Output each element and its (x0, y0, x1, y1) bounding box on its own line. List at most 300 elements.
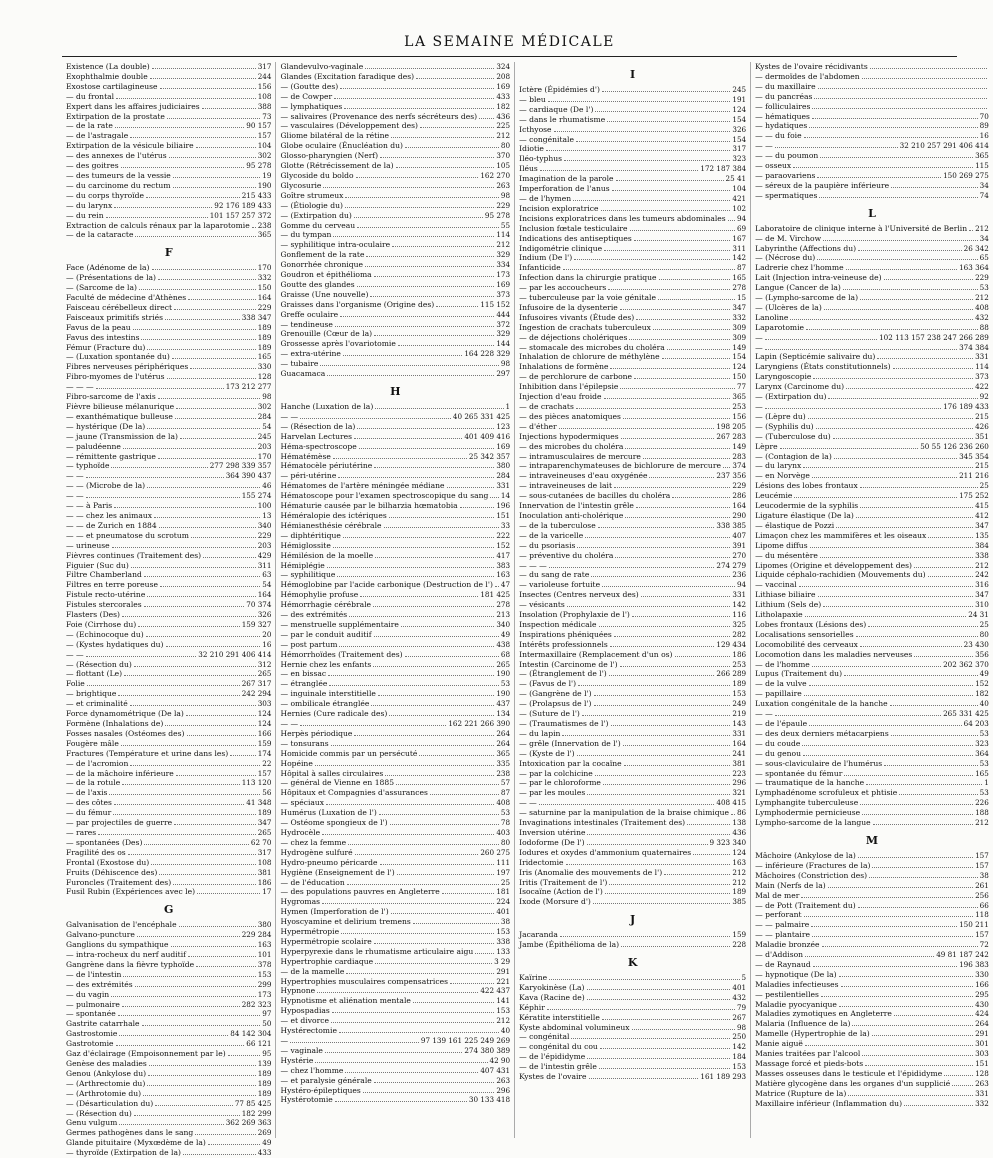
index-entry (755, 521, 989, 531)
leader-dots (160, 82, 256, 89)
entry-pages: 202 362 370 (943, 659, 989, 669)
index-entry (280, 131, 510, 141)
entry-pages: 24 31 (968, 610, 989, 620)
index-entry (755, 382, 989, 392)
index-entry (755, 224, 989, 234)
index-entry (66, 1039, 271, 1049)
entry-pages: 72 (979, 940, 989, 950)
entry-term: — de Raynaud (755, 959, 811, 969)
entry-term: — — (280, 411, 299, 421)
index-entry (280, 729, 510, 739)
leader-dots (147, 1079, 255, 1086)
index-entry (755, 990, 989, 1000)
index-entry (755, 273, 989, 283)
entry-term: Icthyose (519, 124, 552, 134)
index-entry (280, 422, 510, 432)
leader-dots (363, 1086, 495, 1093)
leader-dots (392, 240, 494, 247)
entry-pages: 261 (975, 880, 989, 890)
index-entry (519, 174, 746, 184)
entry-term: Malaria (Influence de la) (755, 1019, 851, 1029)
index-entry (755, 82, 989, 92)
entry-term: — du pancréas (755, 91, 813, 101)
index-entry (755, 333, 989, 343)
index-entry (755, 660, 989, 670)
entry-pages: 20 (262, 629, 272, 639)
entry-term: Inhalation de chlorure de méthylène (519, 352, 660, 362)
entry-pages: 161 189 293 (700, 1072, 747, 1082)
index-entry (66, 372, 271, 382)
entry-pages: 215 433 (241, 190, 272, 200)
entry-term: — par le chloroforme (519, 778, 601, 788)
entry-pages: 225 (496, 121, 511, 131)
entry-term: — d'Addison (755, 950, 804, 960)
index-entry (755, 769, 989, 779)
entry-term: Leucodermie de la syphilis (755, 501, 859, 511)
entry-pages: 299 (257, 979, 272, 989)
entry-pages: 150 269 275 (943, 170, 989, 180)
leader-dots (133, 323, 256, 330)
index-entry (755, 940, 989, 950)
leader-dots (860, 501, 973, 508)
entry-term: — du frontal (66, 91, 115, 101)
index-entry (519, 283, 746, 293)
entry-term: — sous-cutanées de bacilles du choléra (519, 491, 671, 501)
leader-dots (142, 1019, 261, 1026)
index-entry (755, 244, 989, 254)
entry-term: Gliome bilatéral de la rétine (280, 131, 389, 141)
entry-pages: 138 (732, 818, 747, 828)
entry-pages: 245 (257, 431, 272, 441)
entry-pages: 263 (496, 1075, 511, 1085)
entry-term: Lapin (Septicémie salivaire du) (755, 352, 876, 362)
leader-dots (810, 541, 974, 548)
entry-pages: 53 (979, 758, 989, 768)
leader-dots (196, 960, 256, 967)
leader-dots (380, 151, 494, 158)
index-entry (755, 970, 989, 980)
index-entry (280, 1016, 510, 1026)
index-entry (280, 570, 510, 580)
index-entry (280, 907, 510, 917)
entry-term: Globe oculaire (Énucléation du) (280, 141, 403, 151)
index-entry (755, 131, 989, 141)
index-entry (519, 442, 746, 452)
entry-term: Jacaranda (519, 930, 558, 940)
index-entry (66, 1069, 271, 1079)
entry-term: — des annexes de l'utérus (66, 151, 167, 161)
index-entry (280, 788, 510, 798)
index-entry (66, 211, 271, 221)
entry-pages: 260 275 (480, 847, 511, 857)
leader-dots (636, 313, 730, 320)
index-entry (519, 303, 746, 313)
entry-pages: 330 (257, 362, 272, 372)
entry-term: Lupus (Traitement du) (755, 669, 843, 679)
leader-dots (667, 343, 731, 350)
leader-dots (173, 878, 256, 885)
leader-dots (576, 135, 730, 142)
index-entry (519, 253, 746, 263)
entry-pages: 13 (262, 510, 272, 520)
entry-pages: 170 (257, 451, 272, 461)
leader-dots (587, 1052, 730, 1059)
entry-term: — (Résection du) (66, 659, 132, 669)
leader-dots (546, 144, 730, 151)
index-entry (755, 630, 989, 640)
index-entry (280, 270, 510, 280)
entry-pages: 157 (975, 850, 989, 860)
index-entry (66, 112, 271, 122)
entry-pages: 223 (732, 768, 747, 778)
index-entry (519, 382, 746, 392)
entry-term: — par les moules (519, 788, 586, 798)
index-entry (280, 320, 510, 330)
entry-pages: 338 347 (241, 312, 272, 322)
leader-dots (893, 362, 974, 369)
entry-term: Iodoforme (De l') (519, 837, 585, 847)
index-entry (519, 650, 746, 660)
entry-pages: 229 (732, 481, 747, 491)
index-entry (755, 679, 989, 689)
entry-term: Hanche (Luxation de la) (280, 402, 374, 411)
index-entry (66, 1148, 271, 1158)
leader-dots (135, 230, 255, 237)
index-entry (519, 551, 746, 561)
entry-term: — traumatique de la hanche (755, 778, 865, 788)
leader-dots (186, 709, 256, 716)
leader-dots (587, 983, 731, 990)
entry-term: Ixode (Morsure d') (519, 897, 591, 907)
entry-term: — (Résection de la) (280, 421, 356, 431)
entry-pages: 380 (496, 461, 511, 471)
index-entry (66, 679, 271, 689)
leader-dots (914, 561, 973, 568)
entry-pages: 26 342 (963, 243, 989, 253)
index-columns (62, 62, 989, 1158)
leader-dots (322, 897, 494, 904)
index-entry (519, 125, 746, 135)
entry-pages: 74 (979, 190, 989, 200)
index-entry (519, 115, 746, 125)
leader-dots (563, 263, 735, 270)
entry-term: Greffe oculaire (280, 309, 339, 319)
entry-term: — du rein (66, 210, 104, 220)
leader-dots (723, 461, 730, 468)
index-entry (66, 303, 271, 313)
leader-dots (159, 521, 256, 528)
entry-term: Maladies infectieuses (755, 979, 839, 989)
index-entry (66, 273, 271, 283)
leader-dots (812, 102, 986, 109)
index-entry (519, 561, 746, 571)
entry-term: Idiotie (519, 144, 544, 154)
index-column (750, 62, 993, 1138)
leader-dots (134, 1109, 240, 1116)
entry-pages: 182 (975, 689, 989, 699)
entry-pages: 365 (257, 230, 272, 240)
entry-term: — (Prolapsus de l') (519, 699, 592, 709)
entry-pages: 378 (257, 959, 272, 969)
entry-pages: 242 294 (241, 689, 272, 699)
entry-pages: 221 (496, 976, 511, 986)
leader-dots (693, 848, 730, 855)
section-letter: F (164, 246, 173, 260)
index-entry (280, 739, 510, 749)
leader-dots (804, 689, 973, 696)
entry-pages: 302 (257, 151, 272, 161)
index-entry (66, 392, 271, 402)
entry-term: Goître strumeux (280, 190, 344, 200)
index-entry (66, 650, 271, 660)
leader-dots (113, 808, 256, 815)
leader-dots (865, 1059, 973, 1066)
leader-dots (337, 570, 494, 577)
entry-term: Harvelan Lectures (280, 431, 353, 441)
leader-dots (765, 333, 877, 340)
index-entry (66, 382, 271, 392)
entry-pages: 164 228 329 (464, 349, 511, 359)
leader-dots (356, 171, 479, 178)
index-entry (755, 798, 989, 808)
entry-pages: 309 (732, 332, 747, 342)
entry-pages: 316 (975, 580, 989, 590)
entry-pages: 172 187 384 (700, 164, 747, 174)
index-entry (755, 950, 989, 960)
entry-pages: 403 (496, 827, 511, 837)
entry-term: Inversion utérine (519, 827, 586, 837)
entry-pages: 115 (975, 161, 989, 171)
leader-dots (858, 851, 973, 858)
index-entry (66, 630, 271, 640)
leader-dots (354, 729, 494, 736)
entry-term: Lymphodermie pernicieuse (755, 808, 861, 818)
leader-dots (191, 531, 256, 538)
index-entry (66, 1089, 271, 1099)
entry-pages: 196 (496, 501, 511, 511)
entry-term: — spontanée du fémur (755, 768, 843, 778)
entry-term: Faisceaux primitifs striés (66, 312, 164, 322)
index-entry (519, 848, 746, 858)
entry-term: — (Kyste de l') (519, 748, 575, 758)
index-entry (280, 260, 510, 270)
entry-pages: 312 (257, 659, 272, 669)
entry-pages: 3 29 (494, 956, 511, 966)
entry-term: Glandevulvo-vaginale (280, 62, 364, 71)
leader-dots (602, 580, 735, 587)
entry-term: — hystérique (De la) (66, 421, 146, 431)
entry-term: — des pièces anatomiques (519, 411, 621, 421)
entry-term: — — (280, 719, 299, 728)
entry-pages: 95 278 (246, 161, 272, 171)
entry-term: — des deux derniers métacarpiens (755, 728, 889, 738)
entry-term: — de l'astragale (66, 131, 129, 141)
entry-pages: 98 (500, 190, 511, 200)
index-entry (755, 313, 989, 323)
entry-term: Masses osseuses dans le testicule et l'épididyme (755, 1068, 943, 1078)
entry-pages: 219 (732, 709, 747, 719)
entry-term: — — (755, 709, 773, 719)
entry-pages: 437 (496, 699, 511, 709)
leader-dots (300, 719, 446, 726)
leader-dots (585, 531, 730, 538)
entry-pages: 95 (262, 1049, 272, 1059)
entry-term: Gomme du cerveau (280, 220, 356, 230)
entry-term: Fistule recto-utérine (66, 590, 146, 600)
leader-dots (595, 105, 730, 112)
leader-dots (374, 270, 495, 277)
leader-dots (154, 511, 260, 518)
index-entry (66, 283, 271, 293)
leader-dots (574, 253, 730, 260)
index-entry (66, 709, 271, 719)
entry-term: — — plantaire (755, 930, 810, 940)
entry-term: Intestin (Carcinome de l') (519, 659, 618, 669)
leader-dots (549, 973, 739, 980)
entry-term: Extraction de calculs rénaux par la laparotomie (66, 220, 250, 230)
leader-dots (801, 891, 973, 898)
entry-term: Kystes de l'ovaire (519, 1072, 587, 1082)
entry-pages: 189 (257, 1078, 272, 1088)
entry-pages: 190 (496, 689, 511, 699)
index-entry (519, 1062, 746, 1072)
entry-term: — (Contagion de la) (755, 451, 832, 461)
index-entry (755, 422, 989, 432)
index-entry (755, 1000, 989, 1010)
entry-term: — — — (66, 382, 94, 392)
index-entry (755, 729, 989, 739)
entry-term: Ictère (Épidémies d') (519, 85, 600, 94)
leader-dots (346, 967, 494, 974)
entry-term: — péri-utérine (280, 471, 337, 481)
entry-term: — ombilicale étranglée (280, 699, 370, 709)
entry-pages: 432 (975, 312, 989, 322)
leader-dots (662, 352, 731, 359)
entry-pages: 296 (732, 778, 747, 788)
entry-pages: 278 (496, 600, 511, 610)
entry-pages: 54 (262, 580, 272, 590)
entry-pages: 108 (257, 857, 272, 867)
index-entry (755, 620, 989, 630)
entry-term: — par projectiles de guerre (66, 818, 173, 828)
leader-dots (598, 521, 715, 528)
leader-dots (630, 224, 735, 231)
leader-dots (844, 769, 973, 776)
entry-pages: 124 (732, 362, 747, 372)
leader-dots (86, 491, 240, 498)
entry-term: Kératite interstitielle (519, 1012, 600, 1022)
index-entry (66, 352, 271, 362)
entry-term: — grêle (Innervation de l') (519, 738, 621, 748)
entry-pages: 383 (496, 560, 511, 570)
index-entry (66, 719, 271, 729)
index-entry (755, 818, 989, 828)
leader-dots (130, 131, 255, 138)
index-entry (280, 650, 510, 660)
entry-term: — syphilitique (280, 570, 336, 580)
entry-term: Glandes (Excitation faradique des) (280, 71, 415, 81)
leader-dots (317, 986, 478, 993)
leader-dots (813, 960, 957, 967)
entry-term: Fièvre bilieuse mélanurique (66, 402, 175, 411)
entry-term: Filtre Chamberland (66, 570, 142, 580)
entry-pages: 97 (262, 1009, 272, 1019)
leader-dots (856, 511, 973, 518)
entry-pages: 166 (975, 979, 989, 989)
entry-pages: 57 (500, 778, 511, 788)
entry-pages: 151 (975, 1059, 989, 1068)
leader-dots (899, 788, 977, 795)
entry-pages: 150 (257, 283, 272, 293)
leader-dots (176, 769, 256, 776)
entry-pages: 157 (257, 768, 272, 778)
index-entry (66, 920, 271, 930)
index-entry (66, 940, 271, 950)
leader-dots (632, 1023, 735, 1030)
entry-pages: 236 (732, 570, 747, 580)
entry-pages: 263 (975, 1078, 989, 1088)
leader-dots (862, 808, 973, 815)
index-entry (755, 412, 989, 422)
leader-dots (602, 85, 730, 92)
index-entry (66, 481, 271, 491)
leader-dots (799, 580, 973, 587)
entry-pages: 188 (975, 808, 989, 818)
index-entry (66, 660, 271, 670)
entry-term: — paludéenne (66, 441, 121, 451)
entry-term: Glycoside du boldo (280, 170, 354, 180)
index-entry (519, 640, 746, 650)
entry-term: Indium (De l') (519, 253, 573, 263)
entry-pages: 162 270 (480, 170, 511, 180)
entry-pages: 286 (732, 491, 747, 501)
leader-dots (325, 1046, 462, 1053)
entry-pages: 189 (257, 322, 272, 332)
index-entry (280, 300, 510, 310)
leader-dots (87, 679, 240, 686)
entry-term: — et criminalité (66, 699, 128, 709)
leader-dots (621, 940, 730, 947)
index-entry (66, 769, 271, 779)
leader-dots (202, 102, 256, 109)
leader-dots (398, 339, 495, 346)
entry-pages: 152 (496, 540, 511, 550)
leader-dots (123, 442, 256, 449)
index-entry (519, 769, 746, 779)
leader-dots (359, 442, 495, 449)
entry-term: — (Désarticulation du) (66, 1098, 154, 1108)
index-entry (519, 759, 746, 769)
entry-term: — — (755, 141, 773, 151)
entry-pages: 407 431 (480, 1065, 511, 1075)
index-entry (519, 699, 746, 709)
entry-term: — (Sarcome de la) (66, 283, 137, 293)
index-entry (519, 973, 746, 983)
leader-dots (873, 818, 973, 825)
entry-term: Luxation congénitale de la hanche (755, 699, 888, 709)
leader-dots (122, 1000, 240, 1007)
entry-term: Fibres nerveuses périphériques (66, 362, 189, 372)
entry-pages: 444 (496, 309, 511, 319)
entry-pages: 80 (500, 837, 511, 847)
leader-dots (559, 422, 715, 429)
leader-dots (591, 570, 730, 577)
leader-dots (413, 996, 494, 1003)
entry-term: — de déjections cholériques (519, 332, 628, 342)
leader-dots (419, 749, 494, 756)
entry-term: — (Syphilis du) (755, 421, 814, 431)
index-entry (280, 151, 510, 161)
